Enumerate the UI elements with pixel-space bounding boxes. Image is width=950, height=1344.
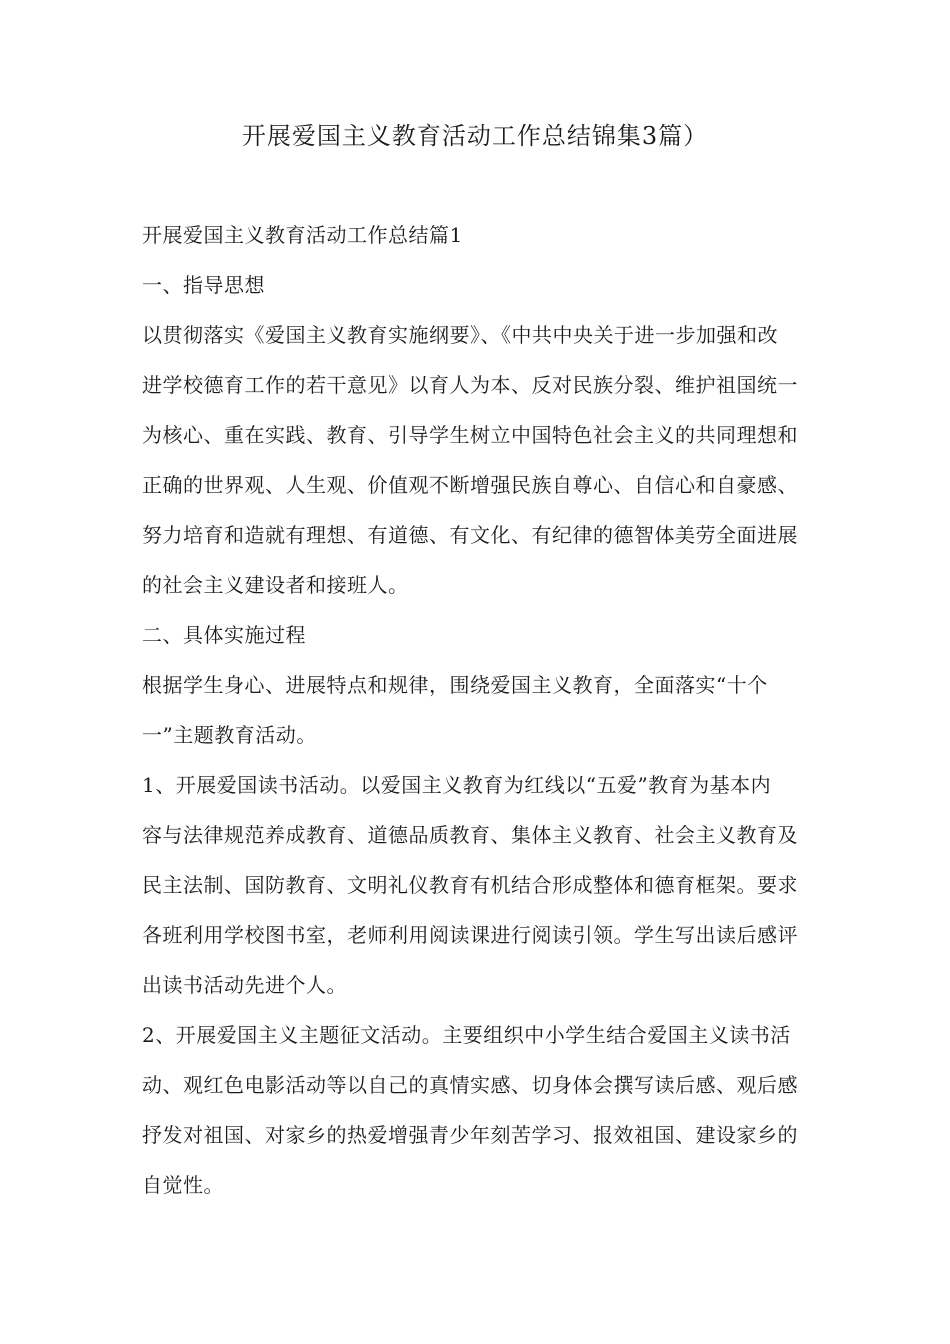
body-line: 民主法制、国防教育、文明礼仪教育有机结合形成整体和德育框架。要求 [142, 873, 798, 897]
heading-implementation: 二、具体实施过程 [142, 623, 306, 647]
document-body [142, 210, 832, 1210]
body-line: 以贯彻落实《爱国主义教育实施纲要》、《中共中央关于进一步加强和改 [142, 323, 778, 347]
body-line: 1、开展爱国读书活动。以爱国主义教育为红线以“五爱”教育为基本内 [142, 773, 772, 797]
body-line: 出读书活动先进个人。 [142, 973, 347, 997]
body-line: 抒发对祖国、对家乡的热爱增强青少年刻苦学习、报效祖国、建设家乡的 [142, 1123, 798, 1147]
body-line: 动、观红色电影活动等以自己的真情实感、切身体会撰写读后感、观后感 [142, 1073, 798, 1097]
section-heading-part1: 开展爱国主义教育活动工作总结篇1 [142, 223, 463, 247]
body-line: 正确的世界观、人生观、价值观不断增强民族自尊心、自信心和自豪感、 [142, 473, 798, 497]
document-title: 开展爱国主义教育活动工作总结锦集3篇） [241, 122, 709, 150]
body-line: 自觉性。 [142, 1173, 224, 1197]
heading-guiding-ideology: 一、指导思想 [142, 273, 265, 297]
body-line: 根据学生身心、进展特点和规律，围绕爱国主义教育，全面落实“十个 [142, 673, 768, 697]
body-line: 的社会主义建设者和接班人。 [142, 573, 409, 597]
body-line: 一”主题教育活动。 [142, 723, 317, 747]
body-line: 各班利用学校图书室，老师利用阅读课进行阅读引领。学生写出读后感评 [142, 923, 798, 947]
body-line: 努力培育和造就有理想、有道德、有文化、有纪律的德智体美劳全面进展 [142, 523, 798, 547]
body-line: 2、开展爱国主义主题征文活动。主要组织中小学生结合爱国主义读书活 [142, 1023, 791, 1047]
body-line: 为核心、重在实践、教育、引导学生树立中国特色社会主义的共同理想和 [142, 423, 798, 447]
body-line: 进学校德育工作的若干意见》以育人为本、反对民族分裂、维护祖国统一 [142, 373, 798, 397]
body-line: 容与法律规范养成教育、道德品质教育、集体主义教育、社会主义教育及 [142, 823, 798, 847]
